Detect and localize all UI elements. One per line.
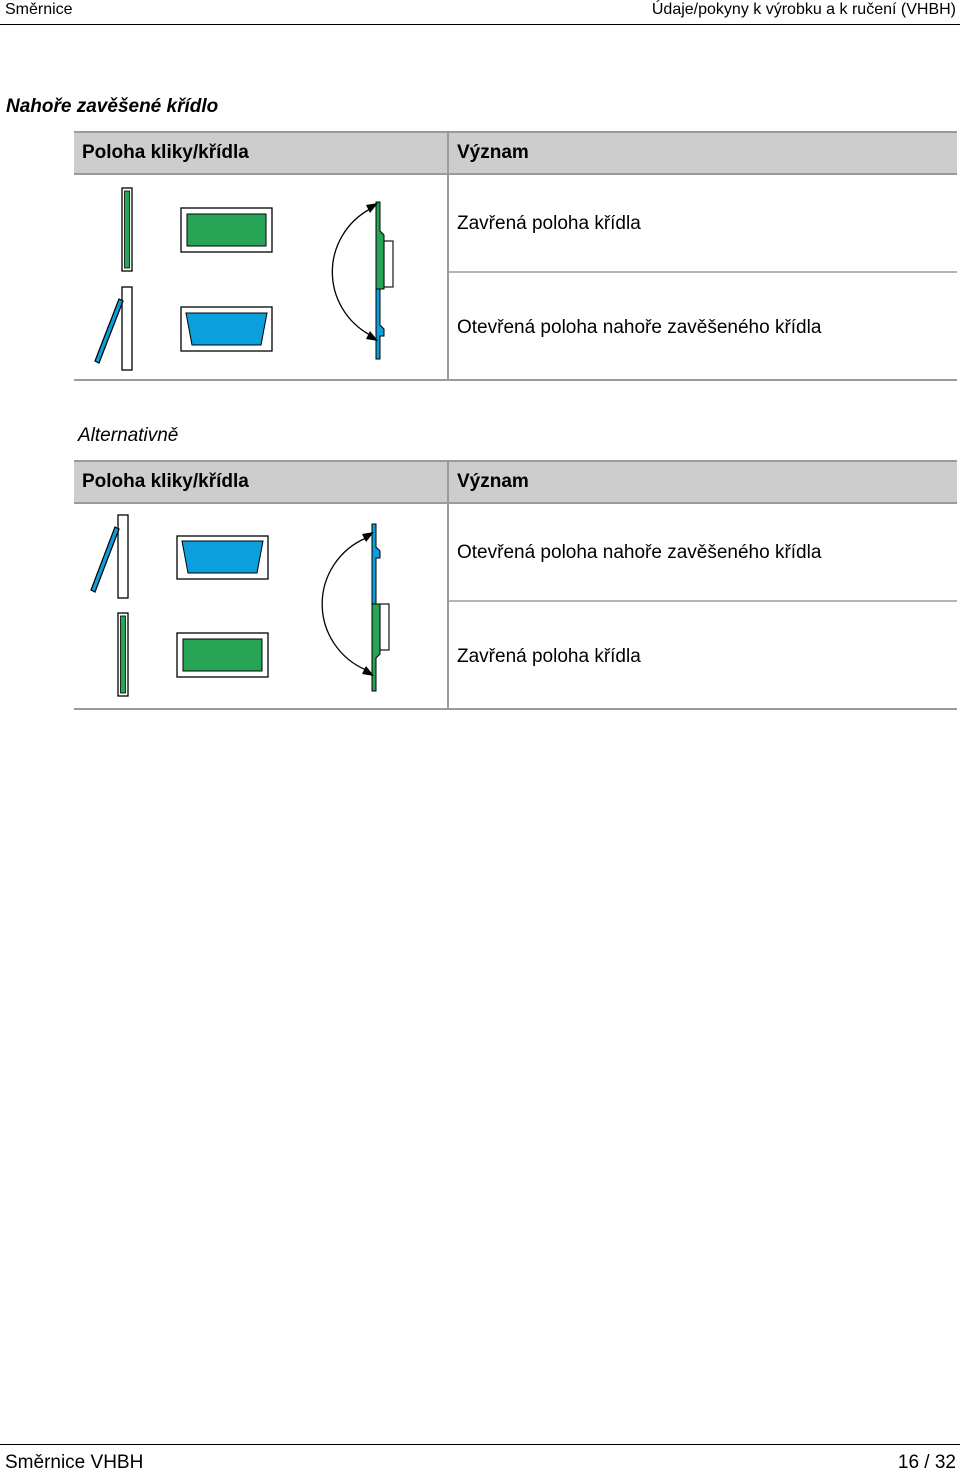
closed-handle-icon (181, 208, 272, 252)
table-header (74, 460, 957, 504)
column-divider (447, 460, 449, 710)
row-meaning-open: Otevřená poloha nahoře zavěšeného křídla (457, 317, 822, 338)
table-header (74, 131, 957, 175)
column-header-position: Poloha kliky/křídla (82, 142, 249, 163)
column-header-meaning: Význam (457, 142, 529, 163)
table-alternative (74, 460, 957, 712)
closed-sash-side-icon (118, 613, 128, 696)
row-divider (449, 600, 957, 602)
open-sash-side-icon (91, 515, 128, 598)
header-doc-name: Směrnice (5, 1, 73, 18)
closed-sash-side-icon (122, 188, 132, 271)
header-doc-subtitle: Údaje/pokyny k výrobku a k ručení (VHBH) (651, 1, 956, 18)
column-header-position: Poloha kliky/křídla (82, 471, 249, 492)
open-sash-side-icon (95, 287, 132, 370)
alternative-title: Alternativně (78, 425, 179, 446)
row-divider (449, 271, 957, 273)
rotation-diagram-icon (332, 202, 393, 359)
handle-sash-diagram (74, 175, 447, 383)
open-handle-icon (181, 307, 272, 351)
column-divider (447, 131, 449, 381)
table-top-hung (74, 131, 957, 383)
section-title: Nahoře zavěšené křídlo (6, 96, 219, 117)
row-meaning-closed: Zavřená poloha křídla (457, 646, 641, 667)
table-bottom-border (74, 708, 957, 710)
page-number: 16 / 32 (897, 1452, 956, 1473)
row-meaning-open: Otevřená poloha nahoře zavěšeného křídla (457, 542, 822, 563)
column-header-meaning: Význam (457, 471, 529, 492)
table-bottom-border (74, 379, 957, 381)
rotation-diagram-icon (322, 524, 389, 691)
page-footer (0, 1444, 960, 1473)
footer-doc-name: Směrnice VHBH (5, 1452, 144, 1473)
closed-handle-icon (177, 633, 268, 677)
open-handle-icon (177, 536, 268, 579)
row-meaning-closed: Zavřená poloha křídla (457, 213, 641, 234)
handle-sash-diagram (74, 504, 447, 712)
page-header (0, 0, 960, 25)
